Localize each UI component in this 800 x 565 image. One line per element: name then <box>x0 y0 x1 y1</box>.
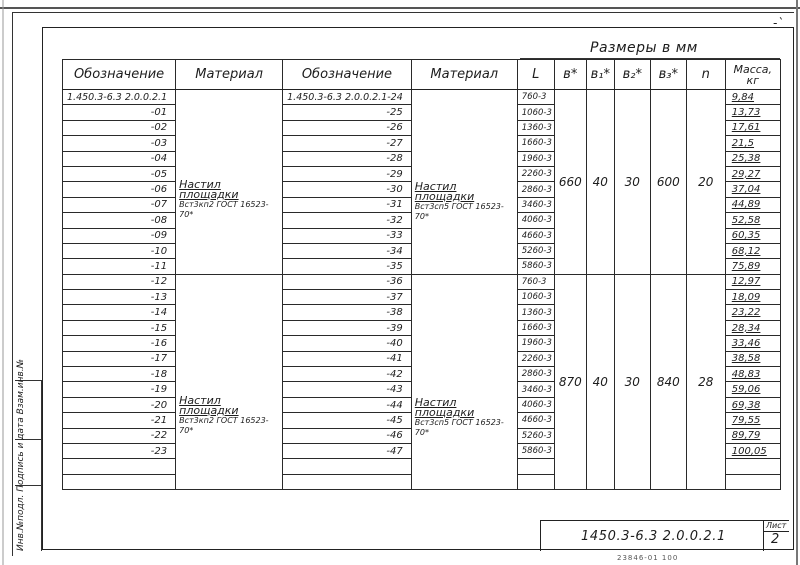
length-value: 4060-3 <box>517 213 554 228</box>
material-spec: Вст3кп2 ГОСТ 16523-70* <box>179 199 269 219</box>
right-designation: -27 <box>283 136 412 151</box>
right-designation: -39 <box>283 320 412 335</box>
right-designation: -36 <box>283 274 412 289</box>
right-designation: -28 <box>283 151 412 166</box>
left-designation: -08 <box>63 213 176 228</box>
length-value: 1960-3 <box>517 151 554 166</box>
mass-value: 21,5 <box>725 136 780 151</box>
empty-cell <box>63 474 176 489</box>
right-designation: -42 <box>283 367 412 382</box>
right-designation: -46 <box>283 428 412 443</box>
mass-value: 28,34 <box>725 320 780 335</box>
header-b3: в₃* <box>650 60 686 90</box>
left-designation: -02 <box>63 120 176 135</box>
left-designation: -17 <box>63 351 176 366</box>
left-designation: -11 <box>63 259 176 274</box>
right-designation: -25 <box>283 105 412 120</box>
right-designation: 1.450.3-6.3 2.0.0.2.1-24 <box>283 90 412 105</box>
dim-b1: 40 <box>586 274 614 489</box>
length-value: 5860-3 <box>517 259 554 274</box>
mass-value: 17,61 <box>725 120 780 135</box>
left-designation: -21 <box>63 413 176 428</box>
length-value: 1060-3 <box>517 290 554 305</box>
length-value: 2260-3 <box>517 351 554 366</box>
mass-value: 89,79 <box>725 428 780 443</box>
header-mass-unit: кг <box>746 73 759 87</box>
right-designation: -30 <box>283 182 412 197</box>
left-designation: -16 <box>63 336 176 351</box>
material-name: Настил площадки <box>414 395 475 419</box>
length-value: 3460-3 <box>517 197 554 212</box>
sheet-cell <box>763 521 790 551</box>
mass-value: 79,55 <box>725 413 780 428</box>
dim-b3: 840 <box>650 274 686 489</box>
mass-value: 48,83 <box>725 367 780 382</box>
left-designation: -12 <box>63 274 176 289</box>
material-name: Настил площадки <box>179 177 239 201</box>
header-designation: Обозначение <box>63 60 176 90</box>
material-name: Настил площадки <box>179 393 239 417</box>
header-b2: в₂* <box>614 60 650 90</box>
sheet-divider <box>763 531 789 532</box>
header-b1: в₁* <box>586 60 614 90</box>
specification-table <box>62 59 781 490</box>
left-designation: -14 <box>63 305 176 320</box>
left-designation: -04 <box>63 151 176 166</box>
right-designation: -43 <box>283 382 412 397</box>
left-designation: -05 <box>63 166 176 181</box>
specification-body <box>63 90 781 490</box>
right-designation: -45 <box>283 413 412 428</box>
material-spec: Вст3сп5 ГОСТ 16523-70* <box>414 201 504 221</box>
right-designation: -38 <box>283 305 412 320</box>
dim-b: 660 <box>554 90 586 275</box>
mass-value: 100,05 <box>725 443 780 458</box>
material-right <box>411 90 517 275</box>
length-value: 5260-3 <box>517 428 554 443</box>
left-designation: -13 <box>63 290 176 305</box>
material-right <box>411 274 517 489</box>
right-designation: -47 <box>283 443 412 458</box>
header-designation-2: Обозначение <box>283 60 412 90</box>
material-spec: Вст3кп2 ГОСТ 16523-70* <box>179 415 269 435</box>
left-designation: -09 <box>63 228 176 243</box>
dim-b1: 40 <box>586 90 614 275</box>
table-row <box>63 274 781 289</box>
length-value: 5260-3 <box>517 243 554 258</box>
drawing-code: 1450.3-6.3 2.0.0.2.1 <box>581 529 726 544</box>
length-value: 1660-3 <box>517 320 554 335</box>
empty-cell <box>63 459 176 474</box>
mass-value: 33,46 <box>725 336 780 351</box>
left-designation: -03 <box>63 136 176 151</box>
left-designation: -10 <box>63 243 176 258</box>
header-mass <box>725 60 780 90</box>
left-designation: -01 <box>63 105 176 120</box>
right-designation: -37 <box>283 290 412 305</box>
dim-b2: 30 <box>614 274 650 489</box>
material-left <box>176 90 283 275</box>
header-material-2: Материал <box>411 60 517 90</box>
mass-value: 25,38 <box>725 151 780 166</box>
mass-value: 75,89 <box>725 259 780 274</box>
header-mass-label: Масса, <box>733 62 773 76</box>
length-value: 3460-3 <box>517 382 554 397</box>
mass-value: 29,27 <box>725 166 780 181</box>
material-spec: Вст3сп5 ГОСТ 16523-70* <box>414 417 504 437</box>
length-value: 4660-3 <box>517 413 554 428</box>
length-value: 4660-3 <box>517 228 554 243</box>
length-value: 2860-3 <box>517 182 554 197</box>
header-material: Материал <box>176 60 283 90</box>
left-designation: -07 <box>63 197 176 212</box>
length-value: 5860-3 <box>517 443 554 458</box>
right-designation: -44 <box>283 397 412 412</box>
mass-value: 68,12 <box>725 243 780 258</box>
right-designation: -41 <box>283 351 412 366</box>
right-designation: -40 <box>283 336 412 351</box>
length-value: 760-3 <box>517 90 554 105</box>
dim-n: 20 <box>686 90 725 275</box>
empty-cell <box>283 459 412 474</box>
left-designation: -18 <box>63 367 176 382</box>
right-designation: -26 <box>283 120 412 135</box>
header-length: L <box>517 60 554 90</box>
right-designation: -34 <box>283 243 412 258</box>
material-name: Настил площадки <box>414 179 475 203</box>
dim-b3: 600 <box>650 90 686 275</box>
empty-cell <box>517 474 554 489</box>
material-left <box>176 274 283 489</box>
mass-value: 59,06 <box>725 382 780 397</box>
header-n: n <box>686 60 725 90</box>
left-designation: -22 <box>63 428 176 443</box>
left-designation: -20 <box>63 397 176 412</box>
left-designation: -23 <box>63 443 176 458</box>
mass-value: 23,22 <box>725 305 780 320</box>
length-value: 1360-3 <box>517 305 554 320</box>
mass-value: 44,89 <box>725 197 780 212</box>
empty-cell <box>517 459 554 474</box>
right-designation: -31 <box>283 197 412 212</box>
mass-value: 60,35 <box>725 228 780 243</box>
mass-value: 12,97 <box>725 274 780 289</box>
length-value: 2860-3 <box>517 367 554 382</box>
length-value: 4060-3 <box>517 397 554 412</box>
corner-mark: -` <box>773 16 784 30</box>
length-value: 1660-3 <box>517 136 554 151</box>
mass-value: 69,38 <box>725 397 780 412</box>
table-row <box>63 90 781 105</box>
side-stamp-text: Инв.№подл. Подпись и дата Взам.инв.№ <box>16 358 26 551</box>
sheet-label: Лист <box>766 521 787 530</box>
mass-value: 52,58 <box>725 213 780 228</box>
left-designation: -19 <box>63 382 176 397</box>
length-value: 1360-3 <box>517 120 554 135</box>
sheet-number: 2 <box>771 532 780 547</box>
empty-cell <box>725 474 780 489</box>
mass-value: 38,58 <box>725 351 780 366</box>
left-designation: -15 <box>63 320 176 335</box>
length-value: 1060-3 <box>517 105 554 120</box>
right-designation: -32 <box>283 213 412 228</box>
mass-value: 9,84 <box>725 90 780 105</box>
dim-b: 870 <box>554 274 586 489</box>
empty-cell <box>725 459 780 474</box>
header-b: в* <box>554 60 586 90</box>
mass-value: 13,73 <box>725 105 780 120</box>
left-designation: 1.450.3-6.3 2.0.0.2.1 <box>63 90 176 105</box>
right-designation: -29 <box>283 166 412 181</box>
dim-b2: 30 <box>614 90 650 275</box>
dim-n: 28 <box>686 274 725 489</box>
mass-value: 37,04 <box>725 182 780 197</box>
dimensions-caption: Размеры в мм <box>590 40 698 56</box>
length-value: 2260-3 <box>517 166 554 181</box>
left-designation: -06 <box>63 182 176 197</box>
mass-value: 18,09 <box>725 290 780 305</box>
title-block <box>540 520 789 551</box>
empty-cell <box>283 474 412 489</box>
length-value: 1960-3 <box>517 336 554 351</box>
right-designation: -33 <box>283 228 412 243</box>
right-designation: -35 <box>283 259 412 274</box>
length-value: 760-3 <box>517 274 554 289</box>
archive-number: 23846-01 100 <box>617 554 679 562</box>
